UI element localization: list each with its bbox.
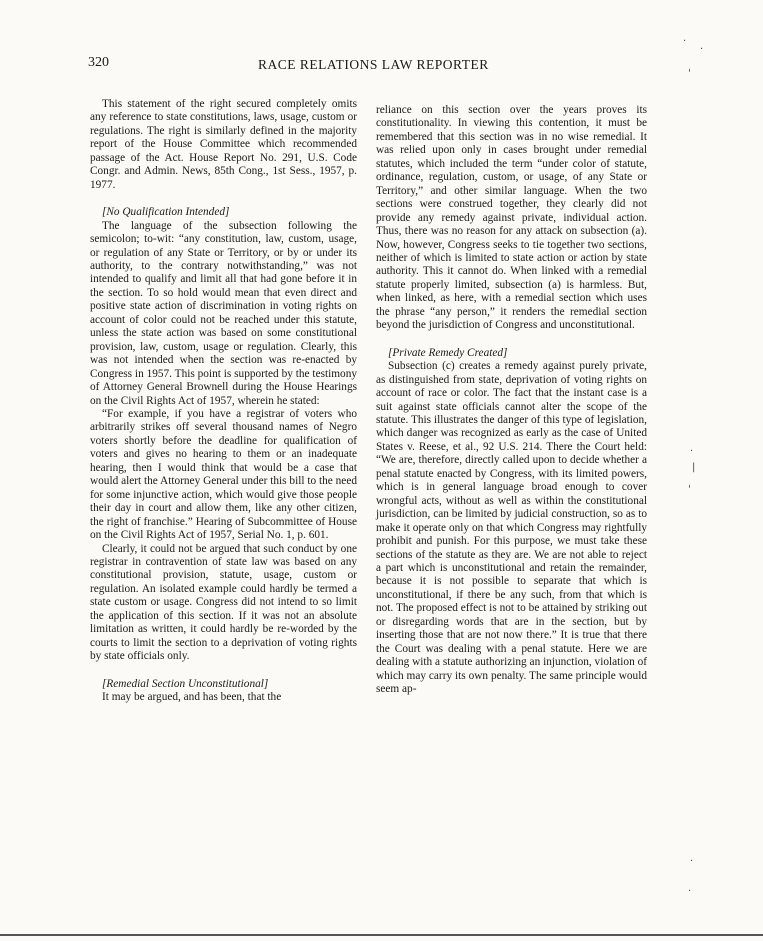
left-paragraph-2: The language of the subsection following the semicolon; to-wit: “any constitution, law, custom, usage, or regulation of any State or Territory, or by or under its authority, to the contrary notwithstanding,” was not intended to qualify and limit all that had gone before it in the section. To so hold would mean that even direct and positive state action of discrimination in voting rights on account of color could not be reached under this statute, unless the state action was based on some constitutional provision, law, custom, usage or regulation. Clearly, this was not intended when the section was re-enacted by Congress in 1957. This point is supported by the testimony of Attorney General Brownell during the House Hearings on the Civil Rights Act of 1957, wherein he stated: bbox=[90, 219, 357, 407]
scan-speck: ' bbox=[688, 68, 691, 79]
right-column bbox=[376, 104, 647, 696]
left-paragraph-4: Clearly, it could not be argued that such conduct by one registrar in contravention of state law was based on any constitutional provision, statute, usage, custom or regulation. An isolated example could hardly be termed a state custom or usage. Congress did not intend to so limit the application of this section. If it was not an absolute limitation as written, it could hardly be re-worded by the courts to limit the section to a deprivation of voting rights by state officials only. bbox=[90, 542, 357, 663]
scan-speck: · bbox=[700, 44, 704, 55]
page-number: 320 bbox=[88, 55, 109, 70]
section-heading-no-qualification: [No Qualification Intended] bbox=[102, 206, 230, 219]
scan-speck: | bbox=[692, 462, 696, 473]
section-heading-private-remedy: [Private Remedy Created] bbox=[388, 346, 508, 359]
quoted-testimony: “For example, if you have a registrar of voters who arbitrarily strikes off several thousand names of Negro voters shortly before the deadline for qualification of voters and gives no hearing to them or an inadequate hearing, then I would think that would be a case that would alert the Attorney General under this bill to the need for some injunctive action, which would give those people their day in court and allow them, like any other citizen, the right of franchise.” Hearing of Subcommittee of House on the Civil Rights Act of 1957, Serial No. 1, p. 601. bbox=[90, 407, 357, 542]
left-paragraph-1: This statement of the right secured completely omits any reference to state constitutions, laws, usage, custom or regulations. The right is similarly defined in the majority report of the House Committee which recommended passage of the Act. House Report No. 291, U.S. Code Congr. and Admin. News, 85th Cong., 1st Sess., 1957, p. 1977. bbox=[90, 98, 357, 191]
right-paragraph-2: Subsection (c) creates a remedy against purely private, as distinguished from state, deprivation of voting rights on account of race or color. The fact that the instant case is a suit against state officials cannot alter the scope of the statute. This illustrates the danger of this type of legislation, which danger was recognized as early as the case of United States v. Reese, et al., 92 U.S. 214. There the Court held: “We are, therefore, directly called upon to decide whether a penal statute enacted by Congress, with its limited powers, which is in general language broad enough to cover wrongful acts, without as well as within the constitutional jurisdiction, can be limited by judicial construction, so as to make it operate only on that which Congress may rightfully prohibit and punish. For this purpose, we must take these sections of the statute as they are. We are not able to reject a part which is unconstitutional and retain the remainder, because it is not possible to separate that which is unconstitutional, if there be any such, from that which is not. The proposed effect is not to be attained by striking out or disregarding words that are in the section, but by inserting those that are not now there.” It is true that there the Court was dealing with a penal statute. Here we are dealing with a statute authorizing an injunction, violation of which may carry its own penalty. The same principle would seem ap- bbox=[376, 360, 647, 696]
running-head: RACE RELATIONS LAW REPORTER bbox=[258, 57, 489, 72]
page-header bbox=[88, 55, 648, 75]
scan-speck: · bbox=[690, 446, 694, 457]
section-heading-remedial-unconstitutional: [Remedial Section Unconstitutional] bbox=[102, 677, 269, 690]
bottom-edge-rule bbox=[0, 934, 763, 936]
left-column bbox=[90, 98, 357, 704]
scan-speck: ' bbox=[688, 484, 691, 495]
left-paragraph-5: It may be argued, and has been, that the bbox=[102, 691, 282, 704]
right-paragraph-1: reliance on this section over the years proves its constitutionality. In viewing this contention, it must be remembered that this section was in no wise remedial. It was relied upon only in cases brought under remedial statutes, which included the term “under color of statute, ordinance, regulation, custom, or usage, of any State or Territory,” and other similar language. When the two sections were construed together, they clearly did not provide any remedy against private, individual action. Thus, there was no reason for any attack on subsection (a). Now, however, Congress seeks to tie together two sections, neither of which is limited to state action or action by state authority. This it cannot do. When linked with a remedial statute properly limited, subsection (a) is harmless. But, when linked, as here, with a remedial section which uses the phrase “any person,” it renders the remedial section beyond the jurisdiction of Congress and unconstitutional. bbox=[376, 104, 647, 332]
scan-speck: · bbox=[683, 36, 687, 47]
scan-speck: · bbox=[688, 886, 692, 897]
scan-speck: · bbox=[690, 856, 694, 867]
